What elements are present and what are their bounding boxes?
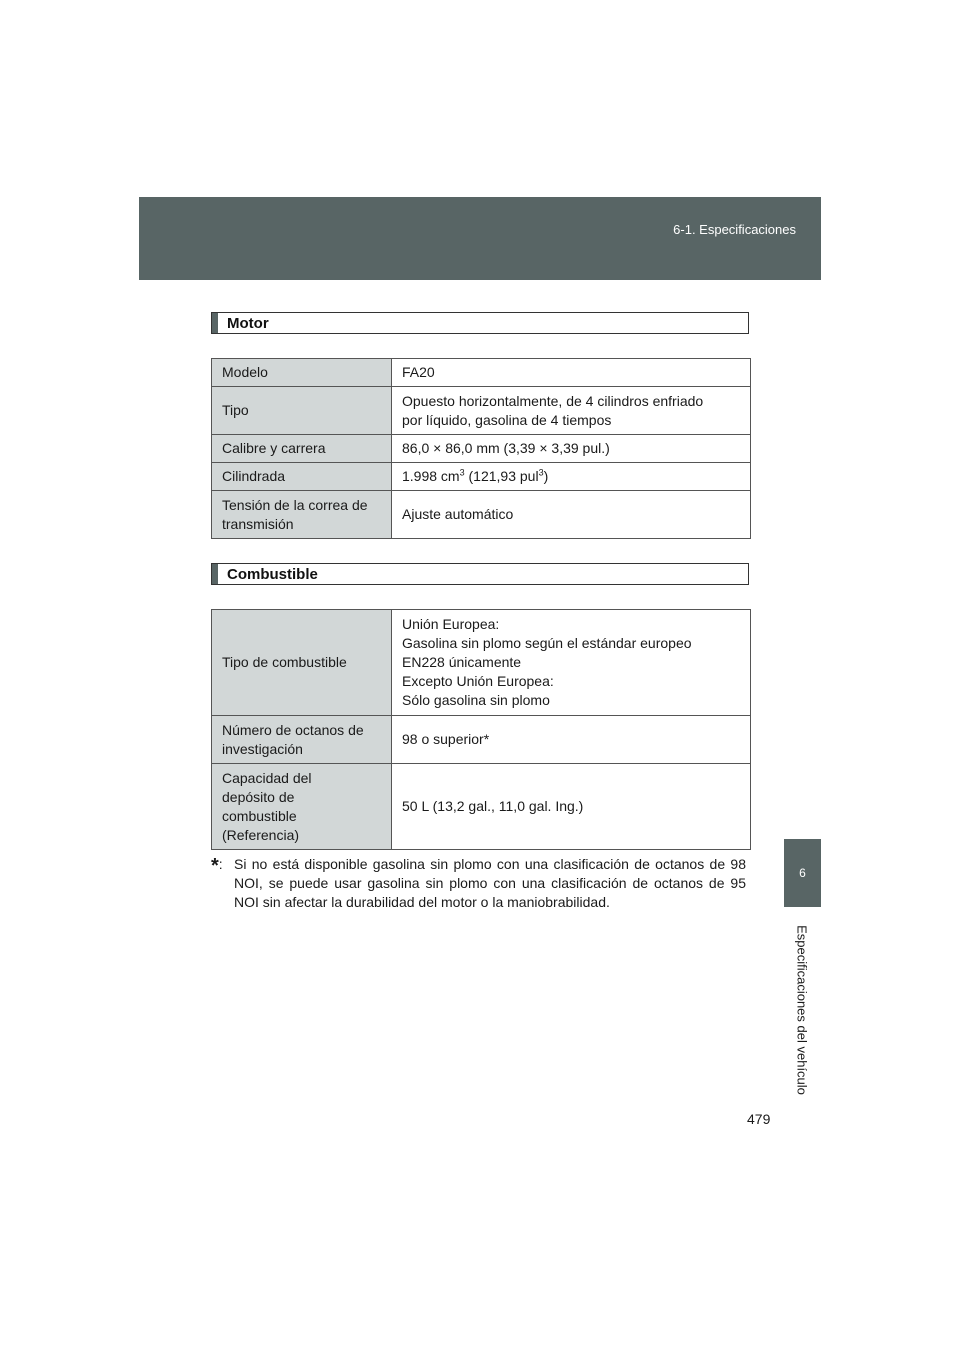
value-line: EN228 únicamente bbox=[402, 654, 522, 670]
superscript: 3 bbox=[459, 467, 465, 478]
motor-heading bbox=[211, 312, 749, 334]
table-row bbox=[212, 491, 751, 539]
table-row bbox=[212, 387, 751, 435]
value-line: Unión Europea: bbox=[402, 616, 500, 632]
row-label: Tipo de combustible bbox=[212, 610, 392, 716]
displacement-metric: 1.998 cm bbox=[402, 468, 460, 484]
displacement-imperial: (121,93 pul bbox=[464, 468, 539, 484]
row-label: Calibre y carrera bbox=[212, 435, 392, 463]
combustible-table bbox=[211, 609, 751, 850]
table-row bbox=[212, 610, 751, 716]
row-label bbox=[212, 764, 392, 850]
label-line: Número de octanos de bbox=[222, 721, 364, 738]
table-row bbox=[212, 359, 751, 387]
label-line: investigación bbox=[222, 740, 303, 757]
table-row bbox=[212, 764, 751, 850]
table-row bbox=[212, 463, 751, 491]
chapter-title: Especificaciones del vehículo bbox=[794, 925, 810, 1095]
label-line: transmisión bbox=[222, 515, 294, 532]
row-value: Ajuste automático bbox=[392, 491, 751, 539]
motor-heading-text: Motor bbox=[227, 314, 269, 332]
row-value: 86,0 × 86,0 mm (3,39 × 3,39 pul.) bbox=[392, 435, 751, 463]
row-value: 50 L (13,2 gal., 11,0 gal. Ing.) bbox=[392, 764, 751, 850]
label-line: depósito de bbox=[222, 788, 295, 805]
label-line: (Referencia) bbox=[222, 826, 300, 843]
row-value bbox=[392, 463, 751, 491]
motor-table bbox=[211, 358, 751, 539]
row-value: 98 o superior* bbox=[392, 716, 751, 764]
value-line: Gasolina sin plomo según el estándar europeo bbox=[402, 635, 692, 651]
row-label bbox=[212, 491, 392, 539]
superscript: 3 bbox=[538, 467, 544, 478]
combustible-heading bbox=[211, 563, 749, 585]
footnote bbox=[211, 855, 746, 912]
section-title: 6-1. Especificaciones bbox=[673, 222, 796, 237]
value-line: Excepto Unión Europea: bbox=[402, 673, 554, 689]
row-label: Cilindrada bbox=[212, 463, 392, 491]
label-line: Capacidad del bbox=[222, 769, 312, 786]
value-line: Opuesto horizontalmente, de 4 cilindros enfriado bbox=[402, 392, 704, 409]
closing-paren: ) bbox=[543, 468, 549, 484]
row-value bbox=[392, 610, 751, 716]
row-label: Tipo bbox=[212, 387, 392, 435]
footnote-marker bbox=[211, 855, 223, 876]
label-line: combustible bbox=[222, 807, 297, 824]
footnote-text: Si no está disponible gasolina sin plomo con una clasificación de octanos de 98 NOI, se puede usar gasolina sin plomo con una clasificación de octanos de 95 NOI sin afectar la durabilidad del motor o la maniobrabilidad. bbox=[234, 856, 746, 910]
chapter-tab bbox=[784, 839, 821, 907]
value-line: Sólo gasolina sin plomo bbox=[402, 692, 550, 708]
row-value bbox=[392, 387, 751, 435]
header-band bbox=[139, 197, 821, 280]
table-row bbox=[212, 716, 751, 764]
combustible-heading-text: Combustible bbox=[227, 565, 318, 583]
footnote-colon: : bbox=[218, 856, 223, 872]
asterisk: * bbox=[211, 855, 219, 877]
table-row bbox=[212, 435, 751, 463]
row-label bbox=[212, 716, 392, 764]
page-number: 479 bbox=[747, 1111, 771, 1127]
label-line: Tensión de la correa de bbox=[222, 496, 368, 513]
row-label: Modelo bbox=[212, 359, 392, 387]
value-line: por líquido, gasolina de 4 tiempos bbox=[402, 411, 612, 428]
chapter-number: 6 bbox=[799, 866, 806, 880]
row-value: FA20 bbox=[392, 359, 751, 387]
